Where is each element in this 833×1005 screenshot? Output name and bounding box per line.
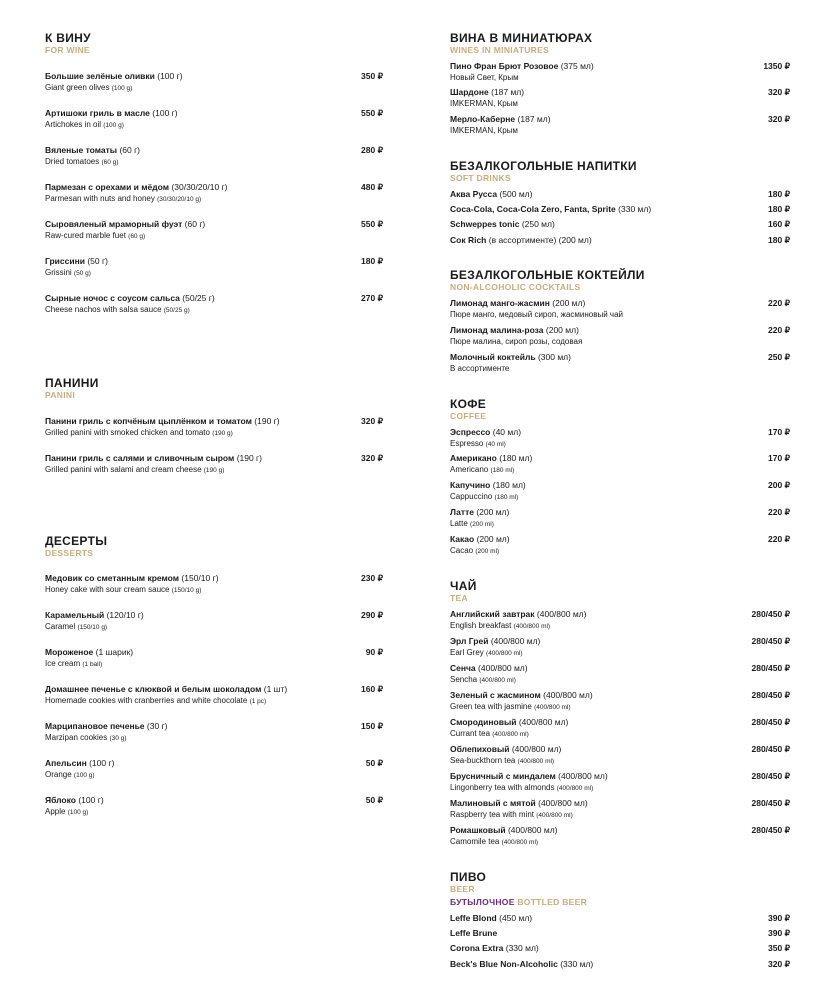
item-description: Currant tea (400/800 ml) [450,729,529,738]
menu-item [45,255,383,279]
item-description: Camomile tea (400/800 ml) [450,837,539,846]
item-description: Espresso (40 ml) [450,439,506,448]
section-tea [450,579,790,846]
section-title: ВИНА В МИНИАТЮРАХ [450,31,593,45]
item-price: 200 ₽ [768,480,790,490]
menu-item [450,770,790,794]
item-name: Шардоне (187 мл) [450,87,525,97]
section-subtitle: COFFEE [450,411,487,421]
menu-item [45,683,383,707]
item-description: В ассортименте [450,364,510,373]
section-coffee [450,397,790,555]
item-description: Новый Свет, Крым [450,73,519,82]
menu-item [450,324,790,347]
menu-item [450,608,790,632]
item-description: Earl Grey (400/800 ml) [450,648,523,657]
item-name: Медовик со сметанным кремом (150/10 г) [45,573,219,583]
item-name: Сенча (400/800 мл) [450,663,528,673]
item-price: 220 ₽ [768,325,790,335]
item-description: Lingonberry tea with almonds (400/800 ml) [450,783,594,792]
item-description: Caramel (150/10 g) [45,622,108,631]
menu-item [450,689,790,713]
item-description: Sea-buckthorn tea (400/800 ml) [450,756,555,765]
menu-item [450,743,790,767]
item-price: 550 ₽ [361,219,383,229]
item-description: English breakfast (400/800 ml) [450,621,551,630]
item-name: Большие зелёные оливки (100 г) [45,71,183,81]
item-price: 280/450 ₽ [751,744,790,754]
item-price: 270 ₽ [361,293,383,303]
item-price: 320 ₽ [361,416,383,426]
menu-item [45,609,383,633]
item-name: Панини гриль с копчёным цыплёнком и томатом (190 г) [45,416,280,426]
section-beer [450,870,790,969]
menu-item [45,144,383,168]
item-description: Americano (180 ml) [450,465,515,474]
item-price: 170 ₽ [768,453,790,463]
item-description: Marzipan cookies (30 g) [45,733,127,742]
item-name: Сыровяленый мраморный фуэт (60 г) [45,219,206,229]
section-title: ДЕСЕРТЫ [45,534,108,548]
item-description: Dried tomatoes (60 g) [45,157,119,166]
menu-item [450,203,790,215]
item-price: 180 ₽ [768,204,790,214]
menu-item [450,533,790,557]
item-name: Яблоко (100 г) [45,795,104,805]
item-description: Sencha (400/800 ml) [450,675,516,684]
menu-item [45,292,383,316]
menu-item [450,452,790,476]
menu-item [45,415,383,439]
item-price: 550 ₽ [361,108,383,118]
item-description: Grilled panini with smoked chicken and tomato (190 g) [45,428,233,437]
item-name: Смородиновый (400/800 мл) [450,717,569,727]
item-name: Лимонад манго-жасмин (200 мл) [450,298,586,308]
item-description: Ice cream (1 ball) [45,659,103,668]
item-name: Брусничный с миндалем (400/800 мл) [450,771,608,781]
item-description: Homemade cookies with cranberries and white chocolate (1 pc) [45,696,267,705]
menu-item [45,218,383,242]
item-name: Молочный коктейль (300 мл) [450,352,571,362]
item-price: 480 ₽ [361,182,383,192]
item-price: 250 ₽ [768,352,790,362]
section-title: ПИВО [450,870,487,884]
menu-item [450,351,790,374]
menu-item [45,107,383,131]
item-description: Green tea with jasmine (400/800 ml) [450,702,571,711]
item-name: Мерло-Каберне (187 мл) [450,114,551,124]
item-price: 280/450 ₽ [751,609,790,619]
item-description: IMKERMAN, Крым [450,126,518,135]
item-description: Raspberry tea with mint (400/800 ml) [450,810,573,819]
item-price: 180 ₽ [361,256,383,266]
item-name: Beck's Blue Non-Alcoholic (330 мл) [450,959,594,969]
item-name: Латте (200 мл) [450,507,510,517]
item-price: 280/450 ₽ [751,771,790,781]
item-price: 320 ₽ [768,87,790,97]
item-price: 50 ₽ [365,758,383,768]
item-description: Apple (100 g) [45,807,89,816]
item-name: Малиновый с мятой (400/800 мл) [450,798,588,808]
menu-item [45,720,383,744]
item-name: Гриссини (50 г) [45,256,108,266]
item-price: 150 ₽ [361,721,383,731]
item-price: 220 ₽ [768,507,790,517]
item-description: Giant green olives (100 g) [45,83,133,92]
menu-item [45,452,383,476]
item-price: 350 ₽ [768,943,790,953]
menu-item [45,572,383,596]
item-price: 1350 ₽ [763,61,790,71]
item-description: Artichokes in oil (100 g) [45,120,124,129]
item-description: Пюре манго, медовый сироп, жасминовый чай [450,310,624,319]
menu-item [450,297,790,320]
menu-item [45,70,383,94]
item-price: 280 ₽ [361,145,383,155]
menu-item [450,927,790,939]
item-name: Английский завтрак (400/800 мл) [450,609,587,619]
menu-item [450,86,790,109]
item-name: Карамельный (120/10 г) [45,610,144,620]
menu-item [45,757,383,781]
item-name: Какао (200 мл) [450,534,510,544]
section-subtitle: NON-ALCOHOLIC COCKTAILS [450,282,581,292]
item-description: Grissini (50 g) [45,268,91,277]
item-name: Зеленый с жасмином (400/800 мл) [450,690,593,700]
menu-item [450,824,790,848]
item-price: 350 ₽ [361,71,383,81]
item-description: Cheese nachos with salsa sauce (50/25 g) [45,305,190,314]
item-name: Эрл Грей (400/800 мл) [450,636,541,646]
item-name: Coca-Cola, Coca-Cola Zero, Fanta, Sprite (330 мл) [450,204,652,214]
item-description: IMKERMAN, Крым [450,99,518,108]
item-name: Эспрессо (40 мл) [450,427,522,437]
item-name: Артишоки гриль в масле (100 г) [45,108,178,118]
item-name: Капучино (180 мл) [450,480,526,490]
item-name: Leffe Brune [450,928,498,938]
item-price: 220 ₽ [768,534,790,544]
item-price: 180 ₽ [768,235,790,245]
item-description: Grilled panini with salami and cream cheese (190 g) [45,465,225,474]
item-description: Пюре малина, сироп розы, содовая [450,337,583,346]
section-subtitle: BEER [450,884,475,894]
item-name: Сок Rich (в ассортименте) (200 мл) [450,235,592,245]
item-name: Corona Extra (330 мл) [450,943,539,953]
item-name: Вяленые томаты (60 г) [45,145,141,155]
section-wines-in-miniatures [450,31,790,135]
item-description: Honey cake with sour cream sauce (150/10 g) [45,585,202,594]
item-price: 280/450 ₽ [751,663,790,673]
item-description: Orange (100 g) [45,770,95,779]
item-price: 160 ₽ [361,684,383,694]
item-name: Leffe Blond (450 мл) [450,913,533,923]
menu-item [45,181,383,205]
menu-item [450,60,790,83]
item-price: 320 ₽ [768,959,790,969]
item-price: 280/450 ₽ [751,825,790,835]
item-price: 90 ₽ [365,647,383,657]
item-description: Raw-cured marble fuet (60 g) [45,231,146,240]
section-subtitle: TEA [450,593,468,603]
section-desserts [45,534,383,816]
item-name: Апельсин (100 г) [45,758,115,768]
section-subtitle: DESSERTS [45,548,94,558]
item-price: 220 ₽ [768,298,790,308]
item-price: 290 ₽ [361,610,383,620]
menu-item [450,797,790,821]
item-price: 50 ₽ [365,795,383,805]
item-price: 320 ₽ [768,114,790,124]
menu-item [450,426,790,450]
menu-item [450,479,790,503]
menu-item [450,912,790,924]
item-name: Пино Фран Брют Розовое (375 мл) [450,61,594,71]
menu-item [450,113,790,136]
section-subtitle: WINES IN MINIATURES [450,45,550,55]
menu-item [450,662,790,686]
item-price: 280/450 ₽ [751,690,790,700]
section-title: БЕЗАЛКОГОЛЬНЫЕ КОКТЕЙЛИ [450,268,645,282]
item-price: 280/450 ₽ [751,717,790,727]
item-price: 390 ₽ [768,928,790,938]
menu-item [45,646,383,670]
section-subtitle: PANINI [45,390,75,400]
item-price: 170 ₽ [768,427,790,437]
item-name: Аква Русса (500 мл) [450,189,533,199]
section-title: К ВИНУ [45,31,91,45]
section-non-alcoholic-cocktails [450,268,790,373]
section-title: КОФЕ [450,397,487,411]
item-description: Cacao (200 ml) [450,546,500,555]
menu-item [450,218,790,230]
section-for-wine [45,31,383,314]
item-price: 160 ₽ [768,219,790,229]
menu-item [450,234,790,246]
section-subheading-bottled: БУТЫЛОЧНОЕ BOTTLED BEER [450,897,588,907]
section-panini [45,376,383,474]
item-name: Ромашковый (400/800 мл) [450,825,558,835]
item-description: Cappuccino (180 ml) [450,492,519,501]
item-price: 320 ₽ [361,453,383,463]
section-subtitle: FOR WINE [45,45,90,55]
menu-item [450,635,790,659]
item-price: 230 ₽ [361,573,383,583]
section-title: ЧАЙ [450,579,477,593]
item-name: Американо (180 мл) [450,453,533,463]
item-name: Облепиховый (400/800 мл) [450,744,562,754]
item-price: 390 ₽ [768,913,790,923]
menu-item [450,958,790,970]
item-price: 280/450 ₽ [751,636,790,646]
item-name: Панини гриль с салями и сливочным сыром (190 г) [45,453,262,463]
item-name: Домашнее печенье с клюквой и белым шоколадом (1 шт) [45,684,288,694]
menu-item [45,794,383,818]
item-name: Пармезан с орехами и мёдом (30/30/20/10 г) [45,182,228,192]
item-price: 280/450 ₽ [751,798,790,808]
item-description: Latte (200 ml) [450,519,494,528]
section-soft-drinks [450,159,790,245]
item-name: Schweppes tonic (250 мл) [450,219,555,229]
menu-item [450,942,790,954]
section-subtitle: SOFT DRINKS [450,173,511,183]
menu-item [450,188,790,200]
item-name: Лимонад малина-роза (200 мл) [450,325,579,335]
section-title: ПАНИНИ [45,376,99,390]
item-description: Parmesan with nuts and honey (30/30/20/10 g) [45,194,202,203]
item-price: 180 ₽ [768,189,790,199]
menu-item [450,716,790,740]
menu-item [450,506,790,530]
item-name: Сырные ночос с соусом сальса (50/25 г) [45,293,215,303]
item-name: Мороженое (1 шарик) [45,647,134,657]
item-name: Марципановое печенье (30 г) [45,721,168,731]
section-title: БЕЗАЛКОГОЛЬНЫЕ НАПИТКИ [450,159,637,173]
